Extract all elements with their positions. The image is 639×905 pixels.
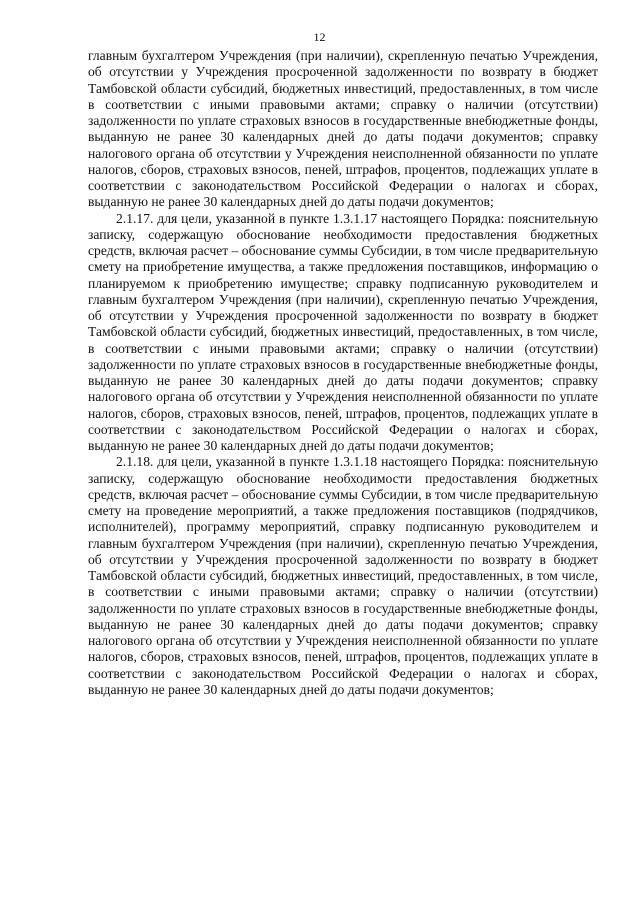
document-body — [88, 48, 598, 698]
page-number: 12 — [313, 30, 326, 44]
paragraph-2-1-17: 2.1.17. для цели, указанной в пункте 1.3.1.17 настоящего Порядка: пояснительную записку, содержащую обоснование необходимости предоставления бюджетных средств, включая расчет – обоснование суммы Субсидии, в том числе предварительную смету на приобретение имущества, а также предложения поставщиков, информацию о планируемом к приобретению имуществе; справку подписанную руководителем и главным бухгалтером Учреждения (при наличии), скрепленную печатью Учреждения, об отсутствии у Учреждения просроченной задолженности по возврату в бюджет Тамбовской области субсидий, бюджетных инвестиций, предоставленных, в том числе, в соответствии с иными правовыми актами; справку о наличии (отсутствии) задолженности по уплате страховых взносов в государственные внебюджетные фонды, выданную не ранее 30 календарных дней до даты подачи документов; справку налогового органа об отсутствии у Учреждения неисполненной обязанности по уплате налогов, сборов, страховых взносов, пеней, штрафов, процентов, подлежащих уплате в соответствии с законодательством Российской Федерации о налогах и сборах, выданную не ранее 30 календарных дней до даты подачи документов; — [88, 210, 598, 453]
paragraph-continuation: главным бухгалтером Учреждения (при наличии), скрепленную печатью Учреждения, об отсутствии у Учреждения просроченной задолженности по возврату в бюджет Тамбовской области субсидий, бюджетных инвестиций, предоставленных, в том числе в соответствии с иными правовыми актами; справку о наличии (отсутствии) задолженности по уплате страховых взносов в государственные внебюджетные фонды, выданную не ранее 30 календарных дней до даты подачи документов; справку налогового органа об отсутствии у Учреждения неисполненной обязанности по уплате налогов, сборов, страховых взносов, пеней, штрафов, процентов, подлежащих уплате в соответствии с законодательством Российской Федерации о налогах и сборах, выданную не ранее 30 календарных дней до даты подачи документов; — [88, 48, 598, 210]
paragraph-2-1-18: 2.1.18. для цели, указанной в пункте 1.3.1.18 настоящего Порядка: пояснительную записку, содержащую обоснование необходимости предоставления бюджетных средств, включая расчет – обоснование суммы Субсидии, в том числе предварительную смету на проведение мероприятий, а также предложения поставщиков (подрядчиков, исполнителей), программу мероприятий, справку подписанную руководителем и главным бухгалтером Учреждения (при наличии), скрепленную печатью Учреждения, об отсутствии у Учреждения просроченной задолженности по возврату в бюджет Тамбовской области субсидий, бюджетных инвестиций, предоставленных, в том числе, в соответствии с иными правовыми актами; справку о наличии (отсутствии) задолженности по уплате страховых взносов в государственные внебюджетные фонды, выданную не ранее 30 календарных дней до даты подачи документов; справку налогового органа об отсутствии у Учреждения неисполненной обязанности по уплате налогов, сборов, страховых взносов, пеней, штрафов, процентов, подлежащих уплате в соответствии с законодательством Российской Федерации о налогах и сборах, выданную не ранее 30 календарных дней до даты подачи документов; — [88, 454, 598, 697]
